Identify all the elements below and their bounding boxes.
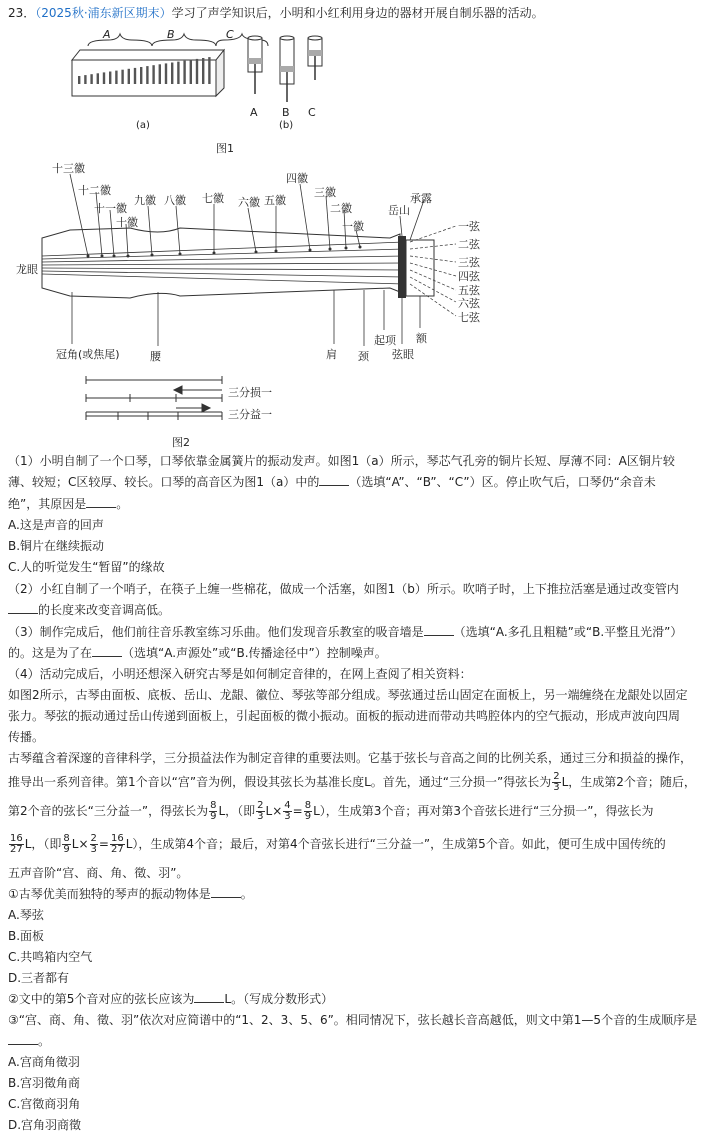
sub1-option-b[interactable]: B.面板 <box>8 929 45 943</box>
reed <box>121 70 123 84</box>
arrow-label-loss: 三分损一 <box>228 386 272 399</box>
fig1a-caption: (a) <box>136 120 150 131</box>
chenglu-label: 承露 <box>410 192 432 205</box>
part1-option-c[interactable]: C.人的听觉发生“暂留”的缘故 <box>8 560 165 574</box>
string-label-4: 四弦 <box>458 270 480 283</box>
question-source: （2025秋·浦东新区期末） <box>35 6 172 20</box>
reed <box>103 72 105 84</box>
hui-label-13: 十三徽 <box>52 162 85 175</box>
hui-label-3: 三徽 <box>314 186 336 199</box>
blank-6[interactable] <box>211 885 241 898</box>
fig1b-label-c: C <box>308 106 316 119</box>
reed <box>196 59 198 84</box>
hui-label-6: 六徽 <box>238 196 260 209</box>
part1-line2 <box>8 473 712 491</box>
fraction-4-3: $\frac{4}{3}$ <box>284 800 291 822</box>
harmonica-top <box>72 50 224 60</box>
reed <box>190 60 192 84</box>
part4-line1: （4）活动完成后，小明还想深入研究古琴是如何制定音律的，在网上查阅了相关资料： <box>8 667 472 681</box>
sub2-stem: ②文中的第5个音对应的弦长应该为 L。（写成分数形式） <box>8 992 334 1006</box>
xianyan-label: 弦眼 <box>392 348 414 361</box>
part2-line2 <box>8 601 712 619</box>
figure1 <box>60 24 380 154</box>
sub3-blank-line: 。 <box>8 1032 712 1050</box>
part1-line1: （1）小明自制了一个口琴，口琴依靠金属簧片的振动发声。如图1（a）所示，琴芯气孔旁的铜片长短、厚薄不同：A区铜片较 <box>8 454 675 468</box>
string-label-3: 三弦 <box>458 256 480 269</box>
part3-line2 <box>8 644 712 662</box>
e-label: 额 <box>416 332 427 345</box>
jian-label: 肩 <box>326 348 337 361</box>
fraction-2-3b: $\frac{2}{3}$ <box>257 800 264 822</box>
reed <box>177 62 179 84</box>
hui-label-9: 九徽 <box>134 194 156 207</box>
sub3-option-a[interactable]: A.宫商角徵羽 <box>8 1055 80 1069</box>
sub3-stem: ③“宫、商、角、徵、羽”依次对应简谱中的“1、2、3、5、6”。相同情况下，弦长越长音高越低，则文中第1—5个音的生成顺序是 <box>8 1013 698 1027</box>
part1-line3b: 。 <box>116 497 129 511</box>
arrow-label-gain: 三分益一 <box>228 408 272 421</box>
fraction-2-3: $\frac{2}{3}$ <box>553 771 560 793</box>
blank-1[interactable] <box>319 473 349 486</box>
part1-option-a[interactable]: A.这是声音的回声 <box>8 518 104 532</box>
sub3-option-b[interactable]: B.宫羽徵角商 <box>8 1076 81 1090</box>
fig2-caption: 图2 <box>172 436 190 449</box>
bottom-leaders <box>72 290 420 346</box>
reed <box>115 71 117 84</box>
reed <box>202 58 204 84</box>
part3-line1a: （3）制作完成后，他们前往音乐教室练习乐曲。他们发现音乐教室的吸音墙是 <box>8 625 424 639</box>
fig1a-label-c: C <box>226 28 234 41</box>
hui-label-5: 五徽 <box>264 194 286 207</box>
reed <box>109 72 111 85</box>
part1-line3 <box>8 495 712 513</box>
blank-7[interactable] <box>194 990 224 1003</box>
sub1-option-c[interactable]: C.共鸣箱内空气 <box>8 950 93 964</box>
fraction-8-9c: $\frac{8}{9}$ <box>63 833 70 855</box>
hui-label-10: 十徽 <box>116 216 138 229</box>
fig1b-label-b: B <box>282 106 290 119</box>
part4-p5 <box>8 772 712 793</box>
string-label-5: 五弦 <box>458 284 480 297</box>
part3-line1b: （选填“A.多孔且粗糙”或“B.平整且光滑”） <box>453 625 683 639</box>
sub3-option-d[interactable]: D.宫角羽商徵 <box>8 1118 82 1132</box>
question-number: 23． <box>8 6 36 20</box>
reed <box>152 65 154 84</box>
blank-4[interactable] <box>424 623 454 636</box>
string-label-1: 一弦 <box>458 220 480 233</box>
blank-8[interactable] <box>8 1032 38 1045</box>
part2-line1: （2）小红自制了一个哨子，在筷子上缠一些棉花，做成一个活塞，如图1（b）所示。吹哨子时，上下推拉活塞是通过改变管内 <box>8 582 679 596</box>
fraction-16-27: $\frac{16}{27}$ <box>10 833 23 855</box>
fig1a-label-b: B <box>167 28 175 41</box>
jing-label: 颈 <box>358 350 369 363</box>
part4-p8: 五声音阶“宫、商、角、徵、羽”。 <box>8 866 189 880</box>
reed <box>183 61 185 84</box>
hui-label-7: 七徽 <box>202 192 224 205</box>
hui-label-1: 一徽 <box>342 220 364 233</box>
qixiang-label: 起项 <box>374 334 396 347</box>
question-header <box>8 4 712 22</box>
harmonica-front <box>72 60 216 96</box>
reed <box>165 63 167 84</box>
blank-5[interactable] <box>92 644 122 657</box>
part3-line2b: （选填“A.声源处”或“B.传播途径中”）控制噪声。 <box>122 646 387 660</box>
reed <box>208 57 210 84</box>
yao-label: 腰 <box>150 350 161 363</box>
sub1-stem: ①古琴优美而独特的琴声的振动物体是 。 <box>8 887 253 901</box>
reed <box>90 74 92 84</box>
fig1b-caption: (b) <box>279 120 294 131</box>
brace-b <box>152 34 216 46</box>
part2-line2-text: 的长度来改变音调高低。 <box>38 603 171 617</box>
reed <box>146 66 148 84</box>
string-label-7: 七弦 <box>458 311 480 324</box>
yueshan-label: 岳山 <box>388 204 410 217</box>
part3-line2a: 的。这是为了在 <box>8 646 93 660</box>
reed <box>97 73 99 84</box>
question-intro: 学习了声学知识后，小明和小红利用身边的器材开展自制乐器的活动。 <box>171 6 544 20</box>
fraction-8-9b: $\frac{8}{9}$ <box>304 800 312 822</box>
longyan-label: 龙眼 <box>16 263 38 276</box>
fig1-caption: 图1 <box>216 142 234 155</box>
part4-p2: 张力。琴弦的振动通过岳山传递到面板上，引起面板的微小振动。面板的振动进而带动共鸣腔体内的空气振动，形成声波向四周 <box>8 709 681 723</box>
hui-label-8: 八徽 <box>164 194 186 207</box>
yueshan <box>398 236 406 298</box>
hui-label-2: 二徽 <box>330 202 352 215</box>
part1-line3a: 绝”，其原因是 <box>8 497 87 511</box>
reed <box>134 68 136 84</box>
reed <box>78 76 80 84</box>
part1-line2a: 薄、较短；C区较厚、较长。口琴的高音区为图1（a）中的 <box>8 475 320 489</box>
hui-label-4: 四徽 <box>286 172 308 185</box>
hui-label-11: 十一徽 <box>94 202 127 215</box>
part1-line2b: （选填“A”、“B”、“C”）区。停止吹气后，口琴仍“余音未 <box>349 475 656 489</box>
fraction-16-27b: $\frac{16}{27}$ <box>110 833 124 855</box>
sub1-option-a[interactable]: A.琴弦 <box>8 908 44 922</box>
sub1-option-d[interactable]: D.三者都有 <box>8 971 70 985</box>
part4-p3: 传播。 <box>8 730 45 744</box>
hui-label-12: 十二徽 <box>78 184 111 197</box>
reed <box>128 69 130 84</box>
part4-p4: 古琴蕴含着深邃的音律科学，三分损益法作为制定音律的重要法则。它基于弦长与音高之间的比例关系，通过三分和损益的操作， <box>8 751 693 765</box>
part4-p7: $\frac{16}{27}$ L，（即 $\frac{8}{9}$ L× $\frac{2}{3}$ = $\frac{16}{27}$ L），生成第4个音；最后，对第4个音弦长进行“三分益一”，生成第5个音。如此，便可生成中国传统的 <box>10 833 666 855</box>
string-label-2: 二弦 <box>458 238 480 251</box>
part3-line1 <box>8 623 712 641</box>
blank-3[interactable] <box>8 601 38 614</box>
reed <box>84 75 86 84</box>
part4-p1: 如图2所示，古琴由面板、底板、岳山、龙龈、徽位、琴弦等部分组成。琴弦通过岳山固定在面板上，另一端缠绕在龙龈处以固定 <box>8 688 688 702</box>
guanjiao-label: 冠角(或焦尾) <box>56 348 120 361</box>
fraction-8-9: $\frac{8}{9}$ <box>210 800 217 822</box>
part4-p6: 第2个音的弦长“三分益一”，得弦长为 $\frac{8}{9}$ L，（即 $\frac{2}{3}$ L× $\frac{4}{3}$ = $\frac{8}{9}$ L），生成第3个音；再对第3个音弦长进行“三分损一”，得弦长为 <box>8 800 654 822</box>
brace-a <box>88 34 152 46</box>
tubes <box>248 36 322 102</box>
string-label-6: 六弦 <box>458 297 480 310</box>
scale-diagram <box>86 376 222 420</box>
fraction-2-3c: $\frac{2}{3}$ <box>90 833 97 855</box>
part4-p5a: 推导出一系列音律。第1个音以“宫”音为例，假设其弦长为基准长度L。首先，通过“三分损一”得弦长为 <box>8 775 552 789</box>
part4-p5b: L，生成第2个音；随后， <box>561 775 696 789</box>
part1-option-b[interactable]: B.铜片在继续振动 <box>8 539 105 553</box>
fig1a-label-a: A <box>103 28 111 41</box>
reed <box>171 63 173 85</box>
reed <box>159 64 161 84</box>
fig1b-label-a: A <box>250 106 258 119</box>
reed <box>140 67 142 84</box>
sub3-option-c[interactable]: C.宫徵商羽角 <box>8 1097 81 1111</box>
blank-2[interactable] <box>86 495 116 508</box>
